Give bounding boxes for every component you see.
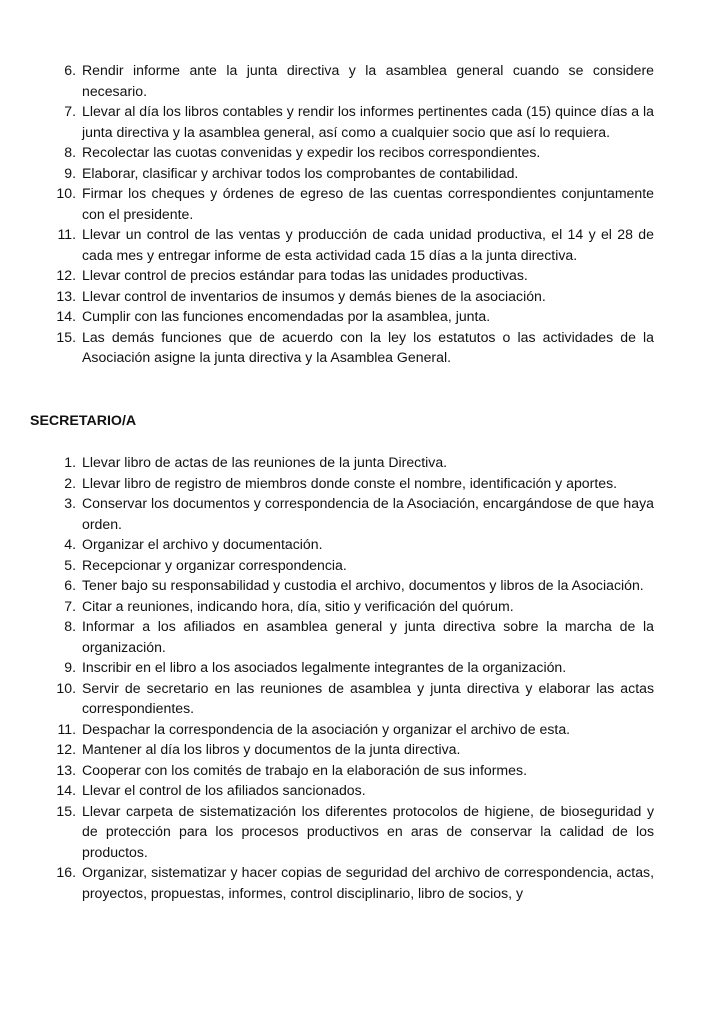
item-number: 14. <box>56 782 76 798</box>
list-item <box>44 616 654 657</box>
item-number: 10. <box>56 185 76 201</box>
tesorero-functions-list <box>44 60 654 368</box>
list-item <box>44 163 654 184</box>
item-text: Citar a reuniones, indicando hora, día, sitio y verificación del quórum. <box>82 597 514 614</box>
list-item <box>44 575 654 596</box>
list-item <box>44 493 654 534</box>
list-item <box>44 265 654 286</box>
item-number: 7. <box>64 103 76 119</box>
item-text: Informar a los afiliados en asamblea general y junta directiva sobre la marcha de la organización. <box>82 618 654 655</box>
item-number: 15. <box>56 802 76 819</box>
item-number: 11. <box>57 226 76 242</box>
item-text: Llevar al día los libros contables y rendir los informes pertinentes cada (15) quince días a la junta directiva y la asamblea general, así como a cualquier socio que así lo requiera. <box>82 103 654 140</box>
list-item <box>44 286 654 307</box>
item-number: 15. <box>56 328 76 345</box>
item-number: 13. <box>56 287 76 304</box>
list-item <box>44 555 654 576</box>
item-number: 12. <box>56 267 76 283</box>
list-item <box>44 862 654 903</box>
item-text: Mantener al día los libros y documentos de la junta directiva. <box>82 741 461 757</box>
item-number: 8. <box>64 618 76 634</box>
item-text: Llevar libro de actas de las reuniones de la junta Directiva. <box>82 454 448 470</box>
item-text: Llevar libro de registro de miembros donde conste el nombre, identificación y aportes. <box>82 474 618 491</box>
item-text: Inscribir en el libro a los asociados legalmente integrantes de la organización. <box>82 659 567 675</box>
item-text: Despachar la correspondencia de la asociación y organizar el archivo de esta. <box>82 720 571 737</box>
item-number: 16. <box>56 864 76 880</box>
item-number: 9. <box>64 164 76 181</box>
list-item <box>44 719 654 740</box>
item-text: Recolectar las cuotas convenidas y expedir los recibos correspondientes. <box>82 144 541 160</box>
list-item <box>44 452 654 473</box>
list-item <box>44 101 654 142</box>
item-text: Rendir informe ante la junta directiva y la asamblea general cuando se considere necesario. <box>82 62 654 99</box>
list-item <box>44 596 654 617</box>
list-item <box>44 60 654 101</box>
item-number: 8. <box>64 144 76 160</box>
list-item <box>44 678 654 719</box>
item-number: 10. <box>56 679 76 696</box>
secretario-functions-list <box>44 452 654 903</box>
item-number: 4. <box>64 536 76 552</box>
item-number: 1. <box>64 454 76 470</box>
list-item <box>44 473 654 494</box>
item-number: 7. <box>64 597 76 614</box>
item-text: Firmar los cheques y órdenes de egreso de las cuentas correspondientes conjuntamente con el presidente. <box>82 185 654 222</box>
item-number: 2. <box>64 474 76 491</box>
section-heading: SECRETARIO/A <box>30 413 137 429</box>
item-text: Cooperar con los comités de trabajo en la elaboración de sus informes. <box>82 761 527 778</box>
list-item <box>44 183 654 224</box>
list-item <box>44 801 654 863</box>
item-text: Cumplir con las funciones encomendadas por la asamblea, junta. <box>82 308 491 324</box>
item-text: Tener bajo su responsabilidad y custodia el archivo, documentos y libros de la Asociación. <box>82 577 644 593</box>
list-item <box>44 739 654 760</box>
item-number: 6. <box>64 62 76 78</box>
item-text: Conservar los documentos y correspondencia de la Asociación, encargándose de que haya orden. <box>82 495 654 532</box>
item-number: 11. <box>57 720 76 737</box>
item-text: Llevar control de inventarios de insumos y demás bienes de la asociación. <box>82 287 546 304</box>
list-item <box>44 760 654 781</box>
item-text: Servir de secretario en las reuniones de asamblea y junta directiva y elaborar las actas correspondientes. <box>82 679 654 716</box>
list-item <box>44 327 654 368</box>
item-text: Llevar carpeta de sistematización los diferentes protocolos de higiene, de bioseguridad y de protección para los procesos productivos en aras de conservar la calidad de los productos. <box>82 802 654 860</box>
list-item <box>44 780 654 801</box>
item-text: Recepcionar y organizar correspondencia. <box>82 556 347 573</box>
item-text: Llevar control de precios estándar para todas las unidades productivas. <box>82 267 528 283</box>
list-item <box>44 142 654 163</box>
item-text: Organizar el archivo y documentación. <box>82 536 323 552</box>
item-number: 9. <box>64 659 76 675</box>
list-item <box>44 534 654 555</box>
item-text: Organizar, sistematizar y hacer copias de seguridad del archivo de correspondencia, actas, proyectos, propuestas, informes, control disciplinario, libro de socios, y <box>82 864 654 901</box>
item-number: 3. <box>64 495 76 511</box>
item-text: Las demás funciones que de acuerdo con la ley los estatutos o las actividades de la Asociación asigne la junta directiva y la Asamblea General. <box>82 328 654 365</box>
item-number: 14. <box>56 308 76 324</box>
item-text: Llevar un control de las ventas y producción de cada unidad productiva, el 14 y el 28 de cada mes y entregar informe de esta actividad cada 15 días a la junta directiva. <box>82 226 654 263</box>
item-number: 13. <box>56 761 76 778</box>
item-number: 6. <box>64 577 76 593</box>
list-item <box>44 224 654 265</box>
list-item <box>44 306 654 327</box>
item-number: 12. <box>56 741 76 757</box>
list-item <box>44 657 654 678</box>
item-text: Elaborar, clasificar y archivar todos los comprobantes de contabilidad. <box>82 164 519 181</box>
item-text: Llevar el control de los afiliados sancionados. <box>82 782 366 798</box>
item-number: 5. <box>64 556 76 573</box>
